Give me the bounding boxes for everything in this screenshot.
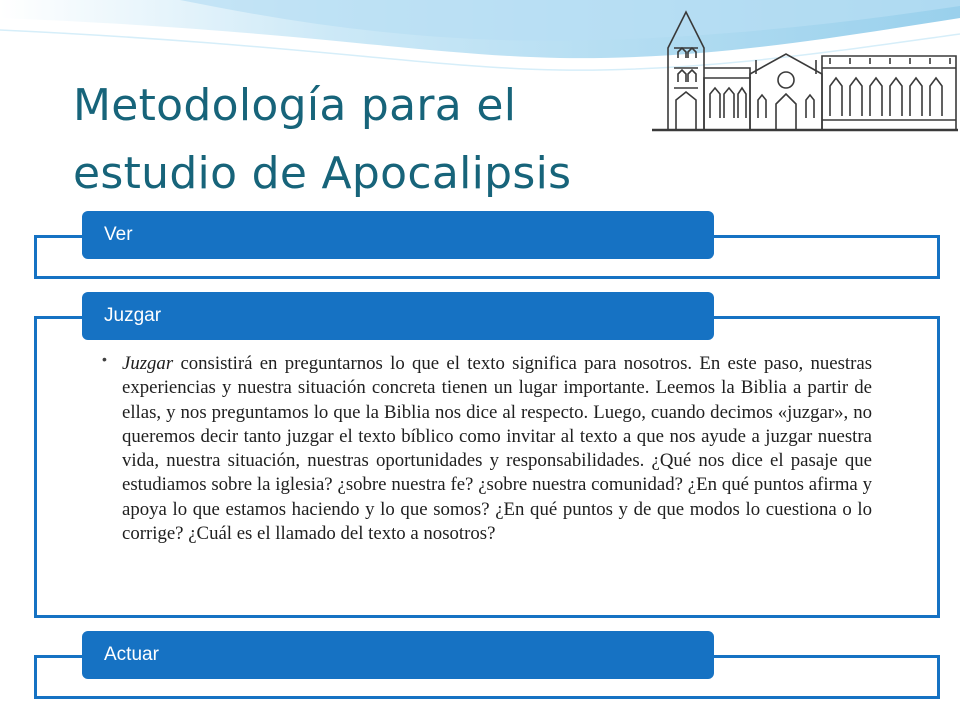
bullet-marker: •: [102, 351, 107, 367]
slide-title: Metodología para el estudio de Apocalipsis: [73, 80, 572, 199]
section-label-ver: Ver: [104, 224, 133, 245]
section-label-juzgar: Juzgar: [104, 305, 162, 326]
cathedral-drawing-icon: [650, 8, 960, 132]
section-tab-ver: [82, 211, 714, 259]
section-label-actuar: Actuar: [104, 644, 159, 665]
section-tab-actuar: [82, 631, 714, 679]
juzgar-body-text: consistirá en preguntarnos lo que el texto significa para nosotros. En este paso, nuestras experiencias y nuestra situación concreta tienen un lugar importante. Leemos la Biblia a partir de ellas, y nos preguntamos lo que la Biblia nos dice al respecto. Luego, cuando decimos «juzgar», no queremos decir tanto juzgar el texto bíblico como invitar al texto a que nos ayude a juzgar nuestra vida, nuestra situación, nuestras oportunidades y responsabilidades. ¿Qué nos dice el pasaje que estudiamos sobre la iglesia? ¿sobre nuestra fe? ¿sobre nuestra comunidad? ¿En qué puntos afirma y apoya lo que estamos haciendo y lo que somos? ¿En qué puntos y de que modos lo cuestiona o lo corrige? ¿Cuál es el llamado del texto a nosotros?: [122, 353, 872, 545]
juzgar-lead-word: Juzgar: [122, 353, 174, 374]
section-tab-juzgar: [82, 292, 714, 340]
juzgar-description: [122, 352, 872, 546]
